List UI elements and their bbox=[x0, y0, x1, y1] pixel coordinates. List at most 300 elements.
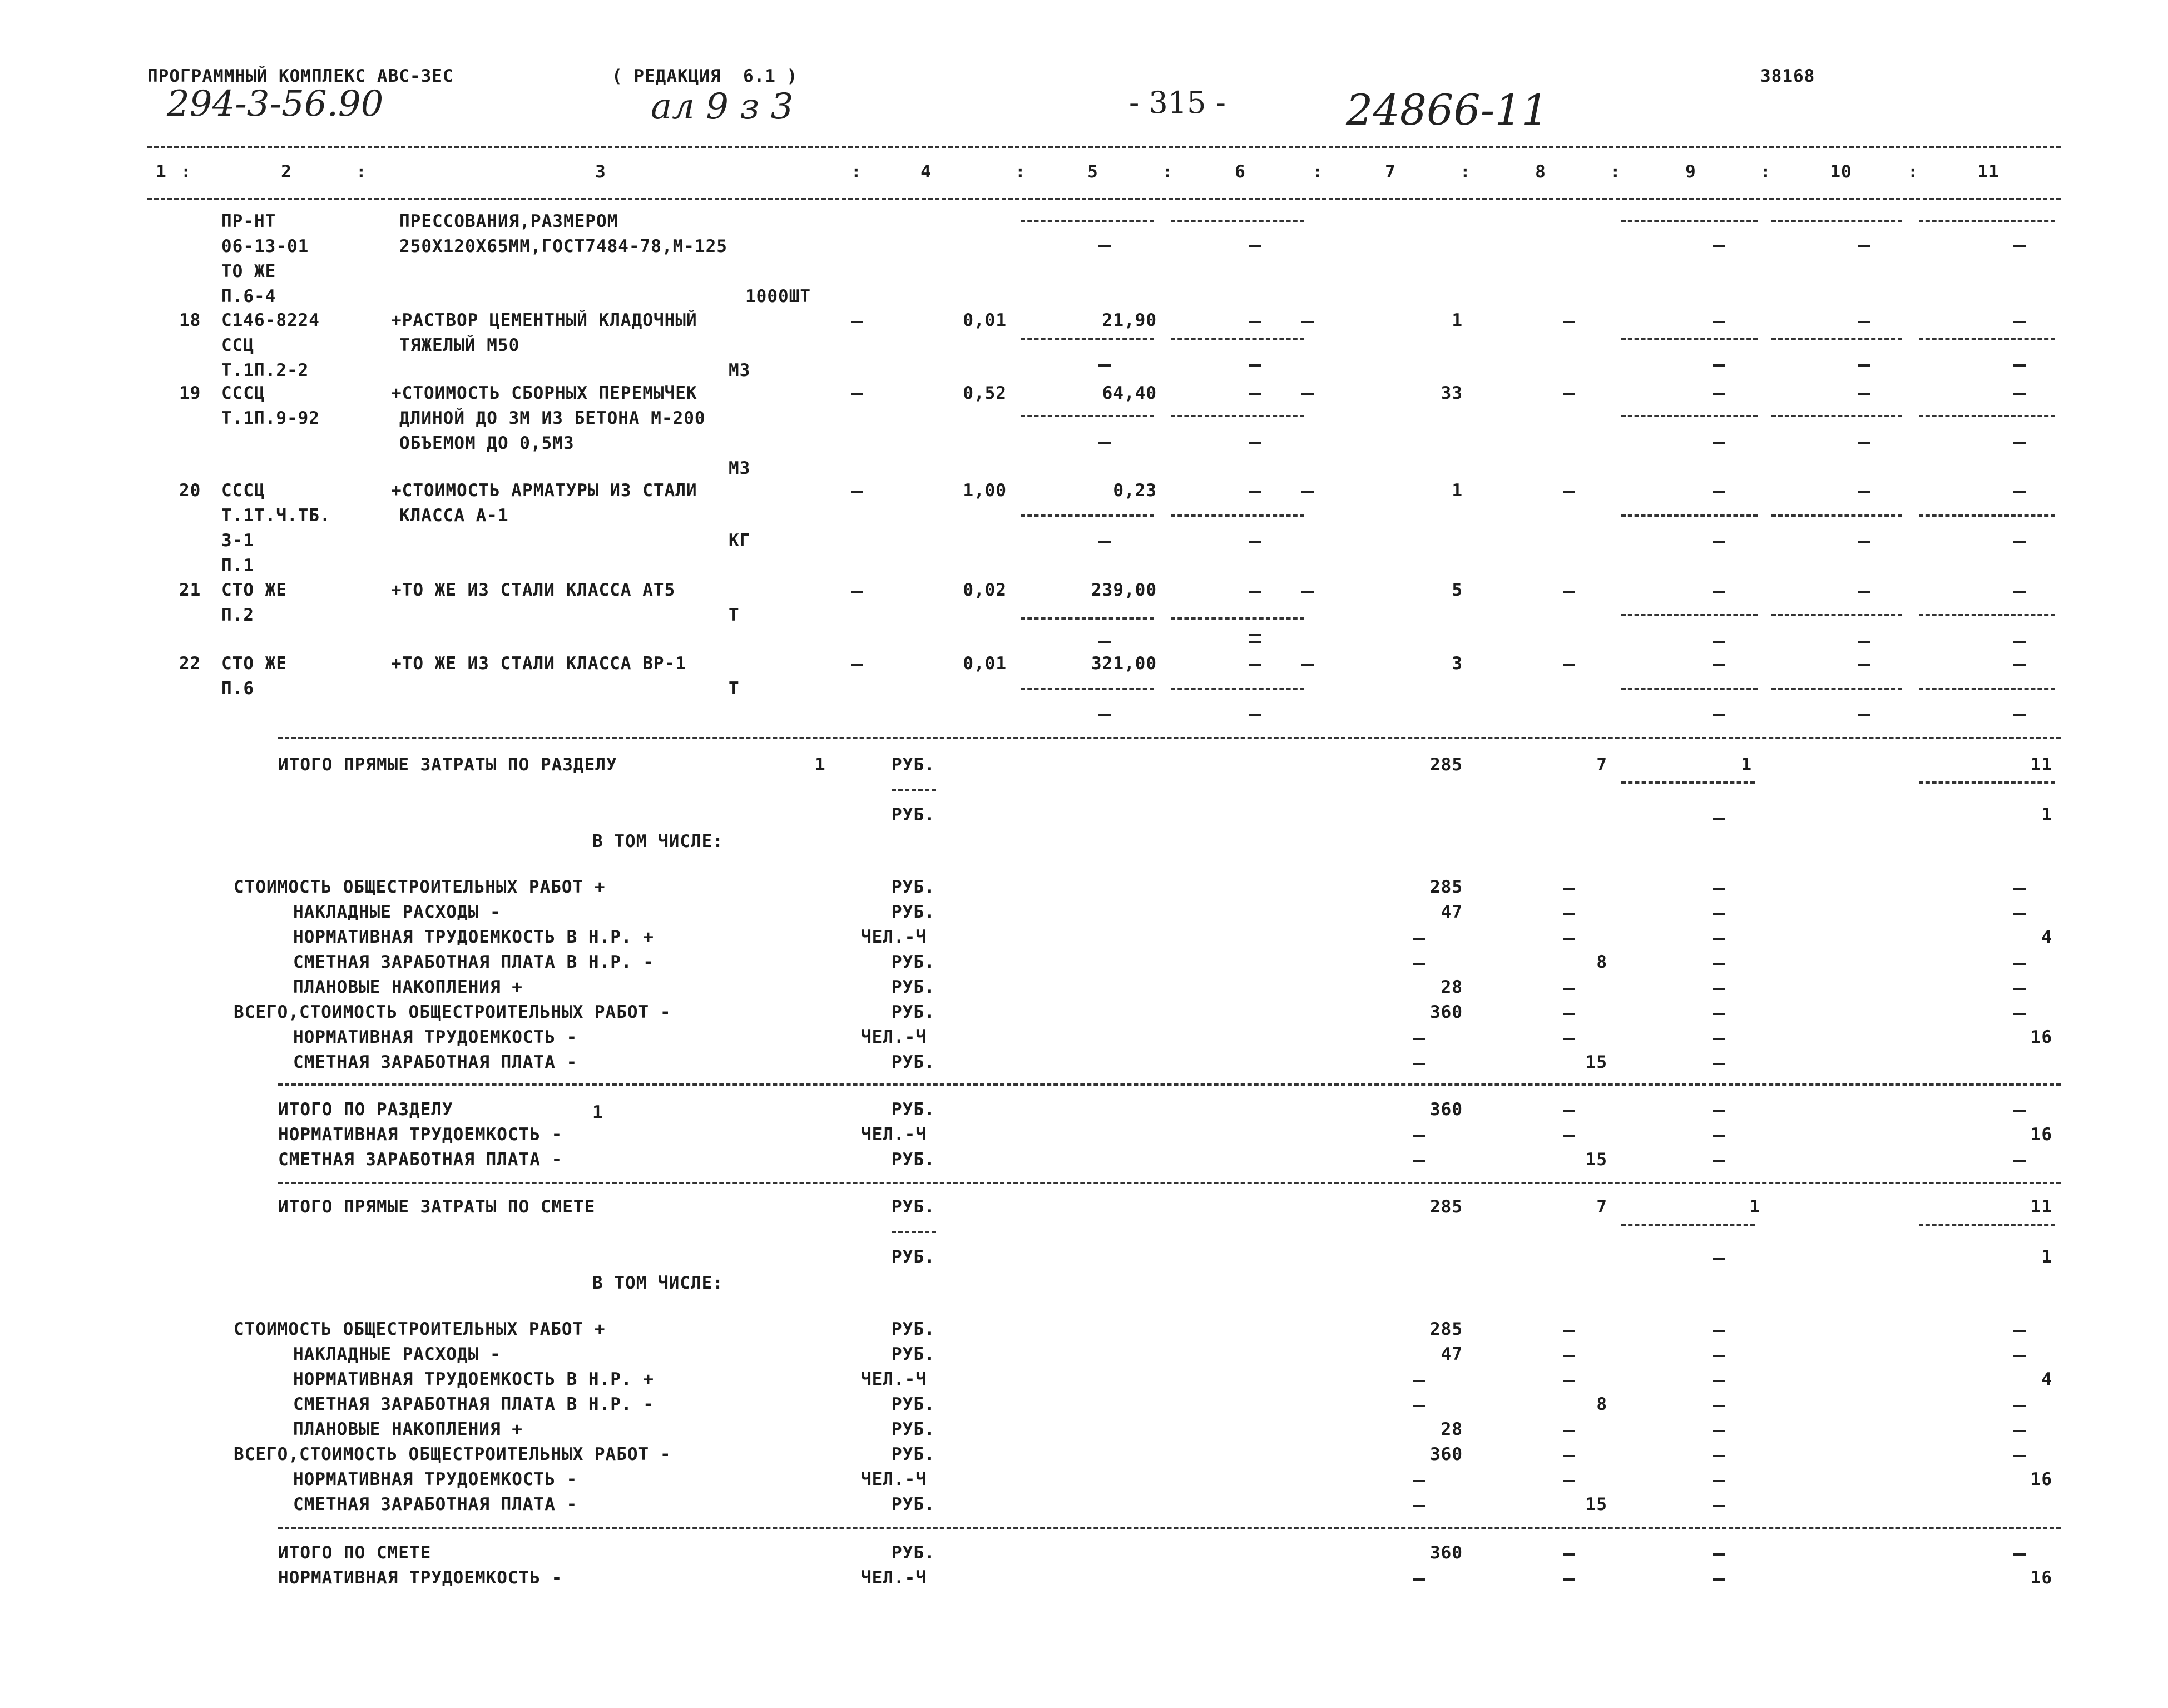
dashed-rule bbox=[1621, 688, 1758, 690]
empty-cell-dash bbox=[1563, 1480, 1575, 1482]
empty-cell-dash bbox=[2013, 364, 2026, 367]
dashed-rule bbox=[1771, 614, 1902, 616]
empty-cell-dash bbox=[1563, 1578, 1575, 1581]
empty-cell-dash bbox=[2013, 1430, 2026, 1432]
value-col7: 47 bbox=[1441, 902, 1463, 922]
empty-cell-dash bbox=[1413, 1480, 1425, 1482]
dashed-rule bbox=[1021, 617, 1154, 620]
label-cost-general: СТОИМОСТЬ ОБЩЕСТРОИТЕЛЬНЫХ РАБОТ + bbox=[234, 1319, 606, 1339]
empty-cell-dash bbox=[1713, 1258, 1725, 1260]
item-name: +СТОИМОСТЬ АРМАТУРЫ ИЗ СТАЛИ bbox=[391, 481, 697, 501]
empty-cell-dash bbox=[851, 321, 863, 323]
column-separator: : bbox=[1908, 162, 1919, 182]
value-col11: 16 bbox=[2030, 1469, 2052, 1489]
item-code: П.6 bbox=[221, 679, 254, 699]
empty-cell-dash bbox=[1563, 1038, 1575, 1040]
unit-rub: РУБ. bbox=[892, 805, 935, 825]
value-col7: 360 bbox=[1430, 1444, 1463, 1464]
section-direct-label: ИТОГО ПРЯМЫЕ ЗАТРАТЫ ПО РАЗДЕЛУ bbox=[278, 755, 617, 775]
header-top-rule bbox=[147, 146, 2061, 148]
column-separator: : bbox=[181, 162, 192, 182]
item-unit-price: 0,23 bbox=[1113, 481, 1157, 501]
empty-cell-dash bbox=[1713, 1135, 1725, 1137]
unit-man-hours: ЧЕЛ.-Ч bbox=[861, 1369, 927, 1389]
item-code: П.1 bbox=[221, 556, 254, 576]
unit-rub: РУБ. bbox=[892, 1319, 935, 1339]
section-rule bbox=[278, 1083, 2061, 1086]
empty-cell-dash bbox=[851, 491, 863, 493]
empty-cell-dash bbox=[1713, 1038, 1725, 1040]
value-col8: 15 bbox=[1585, 1494, 1607, 1514]
unit-rub: РУБ. bbox=[892, 1247, 935, 1267]
empty-cell-dash bbox=[1563, 1553, 1575, 1556]
item-name: ОБЪЕМОМ ДО 0,5М3 bbox=[399, 433, 575, 453]
value-col7: 360 bbox=[1430, 1543, 1463, 1563]
empty-cell-dash bbox=[1713, 888, 1725, 890]
label-cost-general: СТОИМОСТЬ ОБЩЕСТРОИТЕЛЬНЫХ РАБОТ + bbox=[234, 877, 606, 897]
unit-rub: РУБ. bbox=[892, 1002, 935, 1022]
column-number: 4 bbox=[920, 162, 932, 182]
item-unit-price: 64,40 bbox=[1102, 383, 1157, 403]
empty-cell-dash bbox=[1301, 664, 1314, 666]
empty-cell-dash bbox=[2013, 1355, 2026, 1357]
unit-rub: РУБ. bbox=[892, 1197, 935, 1217]
empty-cell-dash bbox=[2013, 714, 2026, 716]
value-col8: 8 bbox=[1596, 952, 1607, 972]
column-separator: : bbox=[1760, 162, 1771, 182]
label-total-general: ВСЕГО,СТОИМОСТЬ ОБЩЕСТРОИТЕЛЬНЫХ РАБОТ - bbox=[234, 1444, 671, 1464]
empty-cell-dash bbox=[1858, 321, 1870, 323]
empty-cell-dash bbox=[2013, 1553, 2026, 1556]
empty-cell-dash bbox=[1563, 913, 1575, 915]
item-code: П.2 bbox=[221, 605, 254, 625]
empty-cell-dash bbox=[2013, 664, 2026, 666]
empty-cell-dash bbox=[1098, 364, 1111, 367]
item-quantity: 0,01 bbox=[963, 654, 1007, 674]
item-code: ТО ЖЕ bbox=[221, 261, 276, 281]
empty-cell-dash bbox=[1858, 641, 1870, 643]
dashed-rule bbox=[1021, 415, 1154, 417]
value-col11: 4 bbox=[2041, 927, 2052, 947]
unit-man-hours: ЧЕЛ.-Ч bbox=[861, 927, 927, 947]
unit-rub: РУБ. bbox=[892, 877, 935, 897]
item-code: 06-13-01 bbox=[221, 236, 309, 256]
unit-man-hours: ЧЕЛ.-Ч bbox=[861, 1568, 927, 1588]
value-col11: 4 bbox=[2041, 1369, 2052, 1389]
empty-cell-dash bbox=[1713, 1480, 1725, 1482]
label-wage: СМЕТНАЯ ЗАРАБОТНАЯ ПЛАТА - bbox=[278, 1150, 563, 1170]
empty-cell-dash bbox=[1858, 664, 1870, 666]
section-rule bbox=[278, 1182, 2061, 1184]
empty-cell-dash bbox=[1413, 1505, 1425, 1507]
empty-cell-dash bbox=[1249, 641, 1261, 643]
section-number: 1 bbox=[815, 755, 826, 775]
empty-cell-dash bbox=[1563, 1135, 1575, 1137]
empty-cell-dash bbox=[1301, 393, 1314, 395]
empty-cell-dash bbox=[1249, 245, 1261, 247]
value-col7: 47 bbox=[1441, 1344, 1463, 1364]
empty-cell-dash bbox=[1301, 491, 1314, 493]
item-code: Т.1П.2-2 bbox=[221, 360, 309, 380]
row-number: 20 bbox=[179, 481, 201, 501]
empty-cell-dash bbox=[1098, 641, 1111, 643]
dashed-rule bbox=[1171, 220, 1304, 222]
empty-cell-dash bbox=[1858, 714, 1870, 716]
empty-cell-dash bbox=[2013, 1013, 2026, 1015]
empty-cell-dash bbox=[1563, 1110, 1575, 1112]
dashed-rule bbox=[1021, 338, 1154, 340]
item-unit: М3 bbox=[729, 360, 751, 380]
item-quantity: 0,01 bbox=[963, 310, 1007, 330]
empty-cell-dash bbox=[1713, 1430, 1725, 1432]
value-col8: 7 bbox=[1596, 755, 1607, 775]
value-col7: 285 bbox=[1430, 755, 1463, 775]
empty-cell-dash bbox=[1713, 364, 1725, 367]
empty-cell-dash bbox=[1713, 491, 1725, 493]
empty-cell-dash bbox=[1563, 1430, 1575, 1432]
dashed-rule bbox=[1171, 415, 1304, 417]
empty-cell-dash bbox=[1098, 541, 1111, 543]
item-unit: 1000ШТ bbox=[745, 286, 811, 306]
empty-cell-dash bbox=[1249, 491, 1261, 493]
unit-rub: РУБ. bbox=[892, 977, 935, 997]
document-code: 38168 bbox=[1760, 66, 1815, 86]
label-labor: НОРМАТИВНАЯ ТРУДОЕМКОСТЬ - bbox=[278, 1568, 563, 1588]
item-code: ССЦ bbox=[221, 335, 254, 355]
item-code: Т.1П.9-92 bbox=[221, 408, 320, 428]
item-total-cost: 3 bbox=[1452, 654, 1463, 674]
item-code: С146-8224 bbox=[221, 310, 320, 330]
unit-rub: РУБ. bbox=[892, 1344, 935, 1364]
unit-rub: РУБ. bbox=[892, 902, 935, 922]
empty-cell-dash bbox=[851, 393, 863, 395]
label-overhead: НАКЛАДНЫЕ РАСХОДЫ - bbox=[293, 902, 501, 922]
value-col8: 15 bbox=[1585, 1150, 1607, 1170]
empty-cell-dash bbox=[1713, 1553, 1725, 1556]
dashed-rule bbox=[1171, 688, 1304, 690]
empty-cell-dash bbox=[1858, 541, 1870, 543]
label-labor-np: НОРМАТИВНАЯ ТРУДОЕМКОСТЬ В Н.Р. + bbox=[293, 927, 654, 947]
label-wage-np: СМЕТНАЯ ЗАРАБОТНАЯ ПЛАТА В Н.Р. - bbox=[293, 1394, 654, 1414]
column-number: 9 bbox=[1685, 162, 1696, 182]
unit-rub: РУБ. bbox=[892, 1150, 935, 1170]
row-number: 19 bbox=[179, 383, 201, 403]
empty-cell-dash bbox=[1713, 1405, 1725, 1407]
unit-rub: РУБ. bbox=[892, 1543, 935, 1563]
label-wage: СМЕТНАЯ ЗАРАБОТНАЯ ПЛАТА - bbox=[293, 1494, 578, 1514]
item-name: КЛАССА А-1 bbox=[399, 506, 509, 526]
empty-cell-dash bbox=[1858, 442, 1870, 444]
section-number: 1 bbox=[592, 1102, 603, 1122]
empty-cell-dash bbox=[1713, 1160, 1725, 1162]
empty-cell-dash bbox=[1713, 988, 1725, 990]
item-code: Т.1Т.Ч.ТБ. bbox=[221, 506, 331, 526]
item-total-cost: 1 bbox=[1452, 310, 1463, 330]
column-separator: : bbox=[1610, 162, 1621, 182]
column-separator: : bbox=[356, 162, 367, 182]
empty-cell-dash bbox=[1713, 664, 1725, 666]
empty-cell-dash bbox=[1713, 393, 1725, 395]
empty-cell-dash bbox=[2013, 1405, 2026, 1407]
empty-cell-dash bbox=[1249, 442, 1261, 444]
value-col8: 7 bbox=[1596, 1197, 1607, 1217]
empty-cell-dash bbox=[1563, 938, 1575, 940]
dashed-rule bbox=[1919, 514, 2055, 517]
handwritten-registration-number: 24866-11 bbox=[1346, 85, 1549, 135]
empty-cell-dash bbox=[1301, 591, 1314, 593]
empty-cell-dash bbox=[2013, 641, 2026, 643]
label-labor: НОРМАТИВНАЯ ТРУДОЕМКОСТЬ - bbox=[278, 1125, 563, 1145]
empty-cell-dash bbox=[1413, 1063, 1425, 1065]
empty-cell-dash bbox=[1413, 938, 1425, 940]
empty-cell-dash bbox=[1098, 245, 1111, 247]
empty-cell-dash bbox=[2013, 913, 2026, 915]
dashed-rule bbox=[1621, 415, 1758, 417]
value-col11: 16 bbox=[2030, 1027, 2052, 1047]
empty-cell-dash bbox=[2013, 245, 2026, 247]
including-heading: В ТОМ ЧИСЛЕ: bbox=[592, 1273, 724, 1293]
column-separator: : bbox=[1460, 162, 1471, 182]
empty-cell-dash bbox=[1249, 591, 1261, 593]
dashed-rule bbox=[1771, 220, 1902, 222]
dashed-rule bbox=[1919, 614, 2055, 616]
dashed-rule bbox=[1621, 220, 1758, 222]
column-number: 7 bbox=[1385, 162, 1396, 182]
empty-cell-dash bbox=[1249, 541, 1261, 543]
empty-cell-dash bbox=[1858, 245, 1870, 247]
label-overhead: НАКЛАДНЫЕ РАСХОДЫ - bbox=[293, 1344, 501, 1364]
empty-cell-dash bbox=[2013, 591, 2026, 593]
program-edition: ( РЕДАКЦИЯ 6.1 ) bbox=[612, 66, 798, 86]
label-total-general: ВСЕГО,СТОИМОСТЬ ОБЩЕСТРОИТЕЛЬНЫХ РАБОТ - bbox=[234, 1002, 671, 1022]
empty-cell-dash bbox=[2013, 442, 2026, 444]
empty-cell-dash bbox=[1098, 442, 1111, 444]
item-code: 3-1 bbox=[221, 531, 254, 551]
empty-cell-dash bbox=[1563, 1330, 1575, 1332]
empty-cell-dash bbox=[2013, 963, 2026, 965]
empty-cell-dash bbox=[1858, 364, 1870, 367]
item-unit: Т bbox=[729, 679, 740, 699]
handwritten-project-code: 294-3-56.90 bbox=[167, 83, 384, 125]
empty-cell-dash bbox=[1249, 714, 1261, 716]
empty-cell-dash bbox=[851, 591, 863, 593]
item-unit-price: 321,00 bbox=[1091, 654, 1157, 674]
empty-cell-dash bbox=[1713, 245, 1725, 247]
value-col7: 285 bbox=[1430, 877, 1463, 897]
empty-cell-dash bbox=[1713, 1013, 1725, 1015]
value-col8: 8 bbox=[1596, 1394, 1607, 1414]
empty-cell-dash bbox=[2013, 491, 2026, 493]
value-col9: 1 bbox=[1749, 1197, 1760, 1217]
item-name: ПРЕССОВАНИЯ,РАЗМЕРОМ bbox=[399, 211, 618, 231]
item-name: ТЯЖЕЛЫЙ М50 bbox=[399, 335, 520, 355]
column-number: 1 bbox=[156, 162, 167, 182]
item-code: СТО ЖЕ bbox=[221, 654, 287, 674]
row-number: 22 bbox=[179, 654, 201, 674]
empty-cell-dash bbox=[851, 664, 863, 666]
empty-cell-dash bbox=[1713, 938, 1725, 940]
empty-cell-dash bbox=[1563, 1355, 1575, 1357]
dashed-rule bbox=[1021, 514, 1154, 517]
item-name: +СТОИМОСТЬ СБОРНЫХ ПЕРЕМЫЧЕК bbox=[391, 383, 697, 403]
empty-cell-dash bbox=[1413, 1578, 1425, 1581]
item-unit: Т bbox=[729, 605, 740, 625]
dashed-rule bbox=[1919, 781, 2055, 784]
item-code: П.6-4 bbox=[221, 286, 276, 306]
item-code: СТО ЖЕ bbox=[221, 580, 287, 600]
empty-cell-dash bbox=[2013, 1160, 2026, 1162]
column-number: 3 bbox=[595, 162, 606, 182]
empty-cell-dash bbox=[1713, 641, 1725, 643]
dashed-rule bbox=[1771, 415, 1902, 417]
empty-cell-dash bbox=[1713, 913, 1725, 915]
item-quantity: 0,02 bbox=[963, 580, 1007, 600]
unit-man-hours: ЧЕЛ.-Ч bbox=[861, 1125, 927, 1145]
value-col7: 28 bbox=[1441, 977, 1463, 997]
empty-cell-dash bbox=[1713, 1505, 1725, 1507]
handwritten-album-note: ал 9 з 3 bbox=[651, 86, 794, 127]
empty-cell-dash bbox=[1713, 1380, 1725, 1382]
header-bottom-rule bbox=[147, 198, 2061, 200]
value-col7: 28 bbox=[1441, 1419, 1463, 1439]
value-col11: 11 bbox=[2030, 1197, 2052, 1217]
unit-rub: РУБ. bbox=[892, 1419, 935, 1439]
item-name: +РАСТВОР ЦЕМЕНТНЫЙ КЛАДОЧНЫЙ bbox=[391, 310, 697, 330]
empty-cell-dash bbox=[1249, 364, 1261, 367]
label-total-estimate: ИТОГО ПО СМЕТЕ bbox=[278, 1543, 432, 1563]
dashed-rule bbox=[1621, 338, 1758, 340]
column-number: 2 bbox=[281, 162, 292, 182]
unit-rub: РУБ. bbox=[892, 1494, 935, 1514]
label-wage: СМЕТНАЯ ЗАРАБОТНАЯ ПЛАТА - bbox=[293, 1052, 578, 1072]
dashed-rule bbox=[1621, 514, 1758, 517]
empty-cell-dash bbox=[1301, 321, 1314, 323]
item-name: +ТО ЖЕ ИЗ СТАЛИ КЛАССА ВР-1 bbox=[391, 654, 686, 674]
empty-cell-dash bbox=[1713, 1355, 1725, 1357]
item-code: СССЦ bbox=[221, 481, 265, 501]
label-labor: НОРМАТИВНАЯ ТРУДОЕМКОСТЬ - bbox=[293, 1027, 578, 1047]
empty-cell-dash bbox=[1713, 1063, 1725, 1065]
empty-cell-dash bbox=[1413, 1038, 1425, 1040]
item-name: +ТО ЖЕ ИЗ СТАЛИ КЛАССА АТ5 bbox=[391, 580, 676, 600]
program-name: ПРОГРАММНЫЙ КОМПЛЕКС АВС-3ЕС bbox=[147, 66, 454, 86]
empty-cell-dash bbox=[1713, 963, 1725, 965]
item-name: 250Х120Х65ММ,ГОСТ7484-78,М-125 bbox=[399, 236, 727, 256]
dashed-rule bbox=[892, 1231, 936, 1233]
item-total-cost: 1 bbox=[1452, 481, 1463, 501]
dashed-rule bbox=[1621, 614, 1758, 616]
empty-cell-dash bbox=[1563, 591, 1575, 593]
unit-rub: РУБ. bbox=[892, 952, 935, 972]
empty-cell-dash bbox=[1413, 1135, 1425, 1137]
item-total-cost: 33 bbox=[1441, 383, 1463, 403]
dashed-rule bbox=[1919, 415, 2055, 417]
value-col7: 285 bbox=[1430, 1197, 1463, 1217]
empty-cell-dash bbox=[1563, 988, 1575, 990]
value-col7: 360 bbox=[1430, 1100, 1463, 1120]
column-separator: : bbox=[1162, 162, 1174, 182]
value-col11: 1 bbox=[2041, 805, 2052, 825]
empty-cell-dash bbox=[2013, 321, 2026, 323]
empty-cell-dash bbox=[1413, 1380, 1425, 1382]
dashed-rule bbox=[1021, 220, 1154, 222]
dashed-rule bbox=[1021, 688, 1154, 690]
empty-cell-dash bbox=[1563, 1380, 1575, 1382]
value-col8: 15 bbox=[1585, 1052, 1607, 1072]
label-planned-savings: ПЛАНОВЫЕ НАКОПЛЕНИЯ + bbox=[293, 1419, 523, 1439]
value-col11: 16 bbox=[2030, 1125, 2052, 1145]
empty-cell-dash bbox=[1713, 321, 1725, 323]
empty-cell-dash bbox=[2013, 1330, 2026, 1332]
empty-cell-dash bbox=[2013, 1455, 2026, 1457]
empty-cell-dash bbox=[1858, 393, 1870, 395]
column-number: 10 bbox=[1830, 162, 1852, 182]
empty-cell-dash bbox=[1563, 393, 1575, 395]
dashed-rule bbox=[1919, 220, 2055, 222]
section-rule bbox=[278, 1527, 2061, 1529]
value-col11: 16 bbox=[2030, 1568, 2052, 1588]
label-labor: НОРМАТИВНАЯ ТРУДОЕМКОСТЬ - bbox=[293, 1469, 578, 1489]
including-heading: В ТОМ ЧИСЛЕ: bbox=[592, 831, 724, 851]
empty-cell-dash bbox=[1713, 818, 1725, 820]
item-quantity: 0,52 bbox=[963, 383, 1007, 403]
empty-cell-dash bbox=[1563, 664, 1575, 666]
label-planned-savings: ПЛАНОВЫЕ НАКОПЛЕНИЯ + bbox=[293, 977, 523, 997]
item-code: СССЦ bbox=[221, 383, 265, 403]
unit-rub: РУБ. bbox=[892, 755, 935, 775]
empty-cell-dash bbox=[1713, 1330, 1725, 1332]
dashed-rule bbox=[1919, 688, 2055, 690]
dashed-rule bbox=[1919, 1224, 2055, 1226]
item-code: ПР-НТ bbox=[221, 211, 276, 231]
empty-cell-dash bbox=[1713, 442, 1725, 444]
item-unit-price: 239,00 bbox=[1091, 580, 1157, 600]
empty-cell-dash bbox=[1563, 1455, 1575, 1457]
empty-cell-dash bbox=[1713, 714, 1725, 716]
empty-cell-dash bbox=[1413, 1160, 1425, 1162]
page-number: - 315 - bbox=[1129, 85, 1226, 120]
item-unit-price: 21,90 bbox=[1102, 310, 1157, 330]
empty-cell-dash bbox=[1249, 321, 1261, 323]
empty-cell-dash bbox=[1713, 1578, 1725, 1581]
column-separator: : bbox=[851, 162, 862, 182]
column-separator: : bbox=[1313, 162, 1324, 182]
estimate-direct-label: ИТОГО ПРЯМЫЕ ЗАТРАТЫ ПО СМЕТЕ bbox=[278, 1197, 596, 1217]
dashed-rule bbox=[1771, 514, 1902, 517]
empty-cell-dash bbox=[1563, 491, 1575, 493]
column-number: 5 bbox=[1087, 162, 1098, 182]
empty-cell-dash bbox=[1098, 714, 1111, 716]
empty-cell-dash bbox=[1249, 393, 1261, 395]
unit-rub: РУБ. bbox=[892, 1394, 935, 1414]
value-col9: 1 bbox=[1741, 755, 1752, 775]
unit-man-hours: ЧЕЛ.-Ч bbox=[861, 1027, 927, 1047]
item-unit: КГ bbox=[729, 531, 751, 551]
column-number: 11 bbox=[1977, 162, 1999, 182]
value-col11: 1 bbox=[2041, 1247, 2052, 1267]
empty-cell-dash bbox=[2013, 988, 2026, 990]
column-number: 6 bbox=[1235, 162, 1246, 182]
dashed-rule bbox=[1771, 688, 1902, 690]
section-rule bbox=[278, 737, 2061, 739]
unit-man-hours: ЧЕЛ.-Ч bbox=[861, 1469, 927, 1489]
empty-cell-dash bbox=[1249, 634, 1261, 636]
empty-cell-dash bbox=[2013, 1110, 2026, 1112]
empty-cell-dash bbox=[1713, 541, 1725, 543]
dashed-rule bbox=[1621, 781, 1755, 784]
empty-cell-dash bbox=[1858, 491, 1870, 493]
column-separator: : bbox=[1015, 162, 1026, 182]
